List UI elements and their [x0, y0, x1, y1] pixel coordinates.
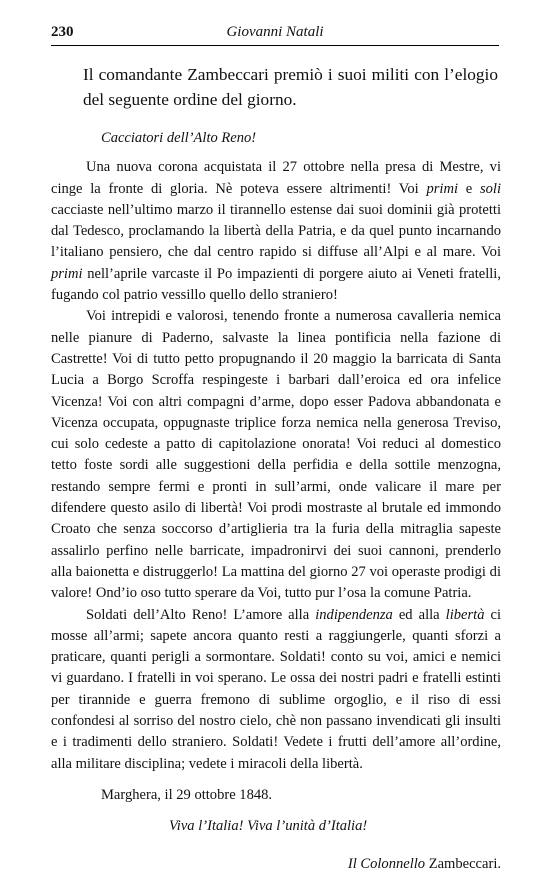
document-body: [51, 128, 501, 875]
signature-name: Zambeccari.: [425, 855, 501, 872]
p1-emph-primi: primi: [426, 180, 459, 197]
paragraph-2: Voi intrepidi e valorosi, tenendo fronte a numerosa cavalleria nemica nelle pianure di Paderno, salvaste la linea pontificia nella fazione di Castrette! Voi di tutto petto propugnando il 20 maggio la barricata di Santa Lucia a Borgo Scroffa respingeste i barbari dall’eroica ed ora infelice Vicenza! Voi con altri compagni d’arme, dopo esser Padova abbandonata e Vicenza occupata, oppugnaste triplice forza nemica nella generosa Treviso, cui solo cedeste a patto di capitolazione onorata! Voi reduci al domestico tetto foste sordi alle suggestioni della perfidia e della sottile menzogna, restando sempre fermi e pronti in sull’armi, onde valicare il mare per difendere questo asilo di libertà! Voi prodi mostraste al brutale ed immondo Croato che senza soccorso d’artiglieria tra la furia della mitraglia sapeste assalirlo perfino nelle barricate, impadronirvi dei suoi cannoni, prenderlo alla baionetta e distruggerlo! La mattina del giorno 27 voi operaste prodigi di valore! Ond’io oso tutto sperare da Voi, tutto pur l’osa la comune Patria.: [51, 308, 501, 602]
intro-paragraph: Il comandante Zambeccari premiò i suoi militi con l’elogio del seguente ordine del giorno.: [83, 65, 498, 109]
p3-emph-liberta: libertà: [445, 606, 485, 623]
p3-text-a: Soldati dell’Alto Reno! L’amore alla: [86, 606, 316, 623]
p1-text-e: cacciaste nell’ultimo marzo il tirannello estense dai suoi dominii già protetti dal Tedesco, proclamando la libertà della Patria, e da quel punto incarnando l’italiano pensiero, che dal centro rapido si diffuse all’Alpi e al mare. Voi: [51, 201, 501, 261]
paragraph-3: [51, 605, 501, 775]
p3-emph-indipendenza: indipendenza: [315, 606, 393, 623]
paragraph-1: [51, 157, 501, 306]
viva-line: Viva l’Italia! Viva l’unità d’Italia!: [169, 818, 368, 835]
header-rule: [51, 45, 499, 46]
p3-text-c: ed alla: [392, 606, 446, 623]
p1-text-c: e: [458, 180, 480, 197]
p3-text-e: ci mosse all’armi; sapete ancora quanto resti a raggiungerle, quanti sforzi a praticare, quanti perigli a sormontare. Soldati! conto su voi, amici e nemici vi guardano. I fratelli in voi sperano. Le ossa dei nostri padri e fratelli estinti per tirannide e guerra fremono di sublime orgoglio, e il riso di essi confondesi al sorriso del nostro cielo, chè non passano invendicati gli insulti e i tradimenti dello straniero. Soldati! Vedete i frutti dell’amore all’ordine, alla militare disciplina; vedete i miracoli della libertà.: [51, 606, 502, 772]
p1-text-a: Una nuova corona acquistata il 27 ottobre nella presa di Mestre, vi cinge la fronte di gloria. Nè poteva essere altrimenti! Voi: [51, 159, 501, 197]
signature-title: Il Colonnello: [347, 855, 426, 872]
p1-text-g: nell’aprile varcaste il Po impazienti di porgere aiuto ai Veneti fratelli, fugando col patrio vessillo quello dello straniero!: [51, 265, 501, 304]
running-title: Giovanni Natali: [226, 24, 324, 40]
salutation: Cacciatori dell’Alto Reno!: [101, 130, 257, 146]
page-number: 230: [51, 24, 74, 40]
p1-emph-soli: soli: [479, 180, 502, 197]
p1-emph-primi-2: primi: [51, 265, 83, 282]
page-header: [51, 24, 499, 44]
date-line: Marghera, il 29 ottobre 1848.: [101, 786, 273, 803]
signature: [51, 854, 501, 875]
